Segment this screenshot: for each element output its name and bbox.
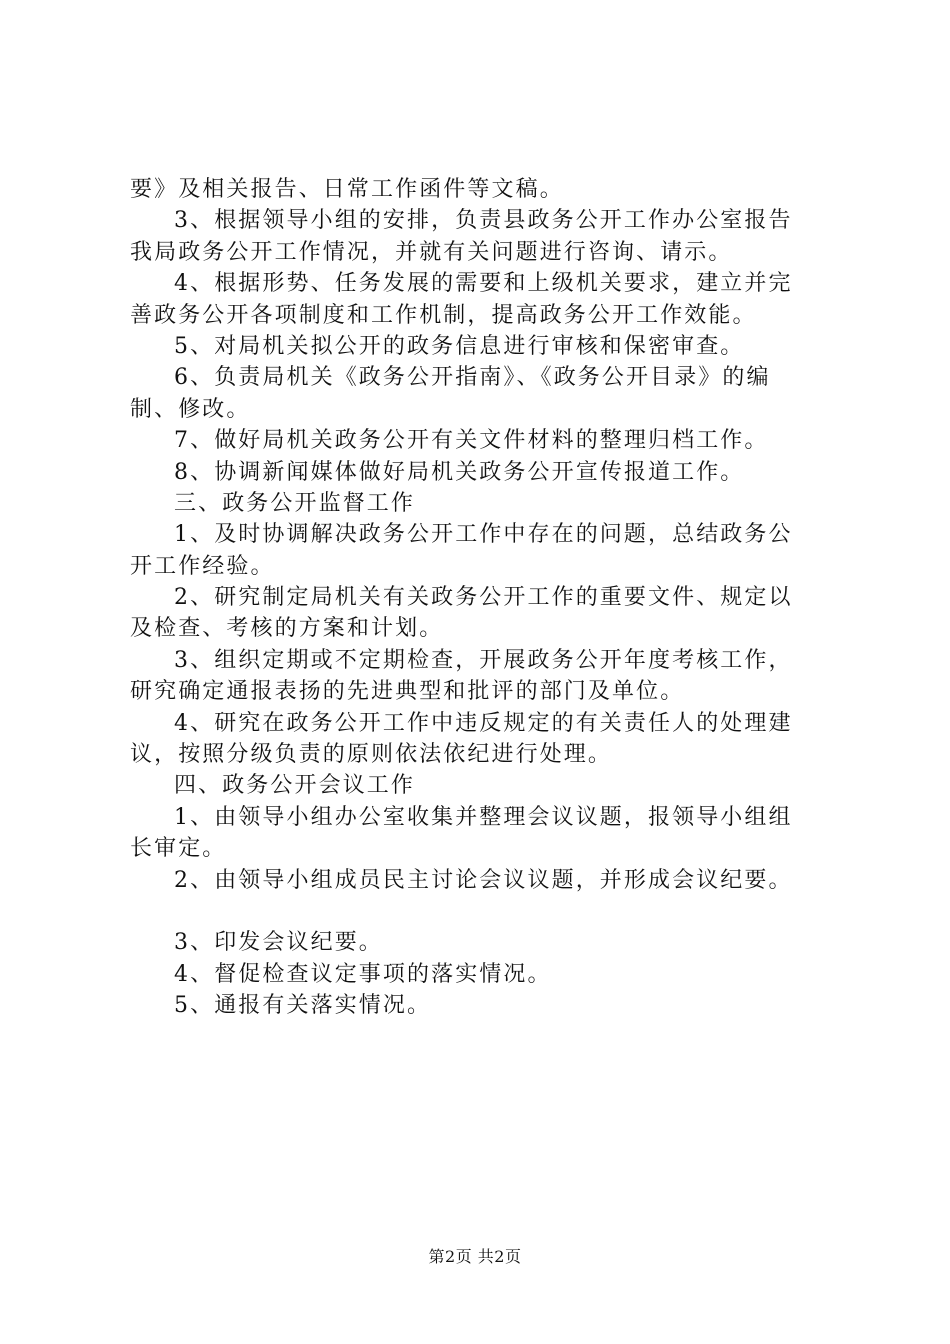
document-body bbox=[130, 174, 830, 1022]
text-line: 3、组织定期或不定期检查，开展政务公开年度考核工作， bbox=[174, 647, 793, 673]
text-line bbox=[130, 896, 830, 927]
text-line: 三、政务公开监督工作 bbox=[174, 490, 416, 516]
text-line: 善政务公开各项制度和工作机制，提高政务公开工作效能。 bbox=[130, 302, 757, 328]
page-footer: 第2页 共2页 bbox=[428, 1247, 522, 1266]
text-line: 7、做好局机关政务公开有关文件材料的整理归档工作。 bbox=[174, 428, 769, 454]
text-line: 制、修改。 bbox=[130, 396, 251, 422]
text-line: 6、负责局机关《政务公开指南》、《政务公开目录》的编 bbox=[174, 365, 771, 391]
text-line: 四、政务公开会议工作 bbox=[174, 773, 416, 799]
text-line: 及检查、考核的方案和计划。 bbox=[130, 616, 444, 642]
text-line: 3、根据领导小组的安排，负责县政务公开工作办公室报告 bbox=[174, 208, 793, 234]
text-line: 1、由领导小组办公室收集并整理会议议题，报领导小组组 bbox=[174, 804, 793, 830]
text-line: 4、根据形势、任务发展的需要和上级机关要求，建立并完 bbox=[174, 271, 793, 297]
text-line: 2、由领导小组成员民主讨论会议议题，并形成会议纪要。 bbox=[174, 867, 793, 893]
text-line: 8、协调新闻媒体做好局机关政务公开宣传报道工作。 bbox=[174, 459, 745, 485]
text-line: 我局政务公开工作情况，并就有关问题进行咨询、请示。 bbox=[130, 239, 733, 265]
text-line: 研究确定通报表扬的先进典型和批评的部门及单位。 bbox=[130, 679, 685, 705]
text-line: 5、通报有关落实情况。 bbox=[174, 993, 432, 1019]
text-line: 长审定。 bbox=[130, 836, 227, 862]
text-line: 4、督促检查议定事项的落实情况。 bbox=[174, 961, 552, 987]
text-line: 3、印发会议纪要。 bbox=[174, 930, 383, 956]
text-line: 1、及时协调解决政务公开工作中存在的问题，总结政务公 bbox=[174, 522, 793, 548]
text-line: 2、研究制定局机关有关政务公开工作的重要文件、规定以 bbox=[174, 585, 793, 611]
text-line: 开工作经验。 bbox=[130, 553, 275, 579]
text-line: 要》及相关报告、日常工作函件等文稿。 bbox=[130, 177, 564, 202]
text-line: 5、对局机关拟公开的政务信息进行审核和保密审查。 bbox=[174, 333, 745, 359]
text-line: 议，按照分级负责的原则依法依纪进行处理。 bbox=[130, 742, 613, 768]
text-line: 4、研究在政务公开工作中违反规定的有关责任人的处理建 bbox=[174, 710, 793, 736]
